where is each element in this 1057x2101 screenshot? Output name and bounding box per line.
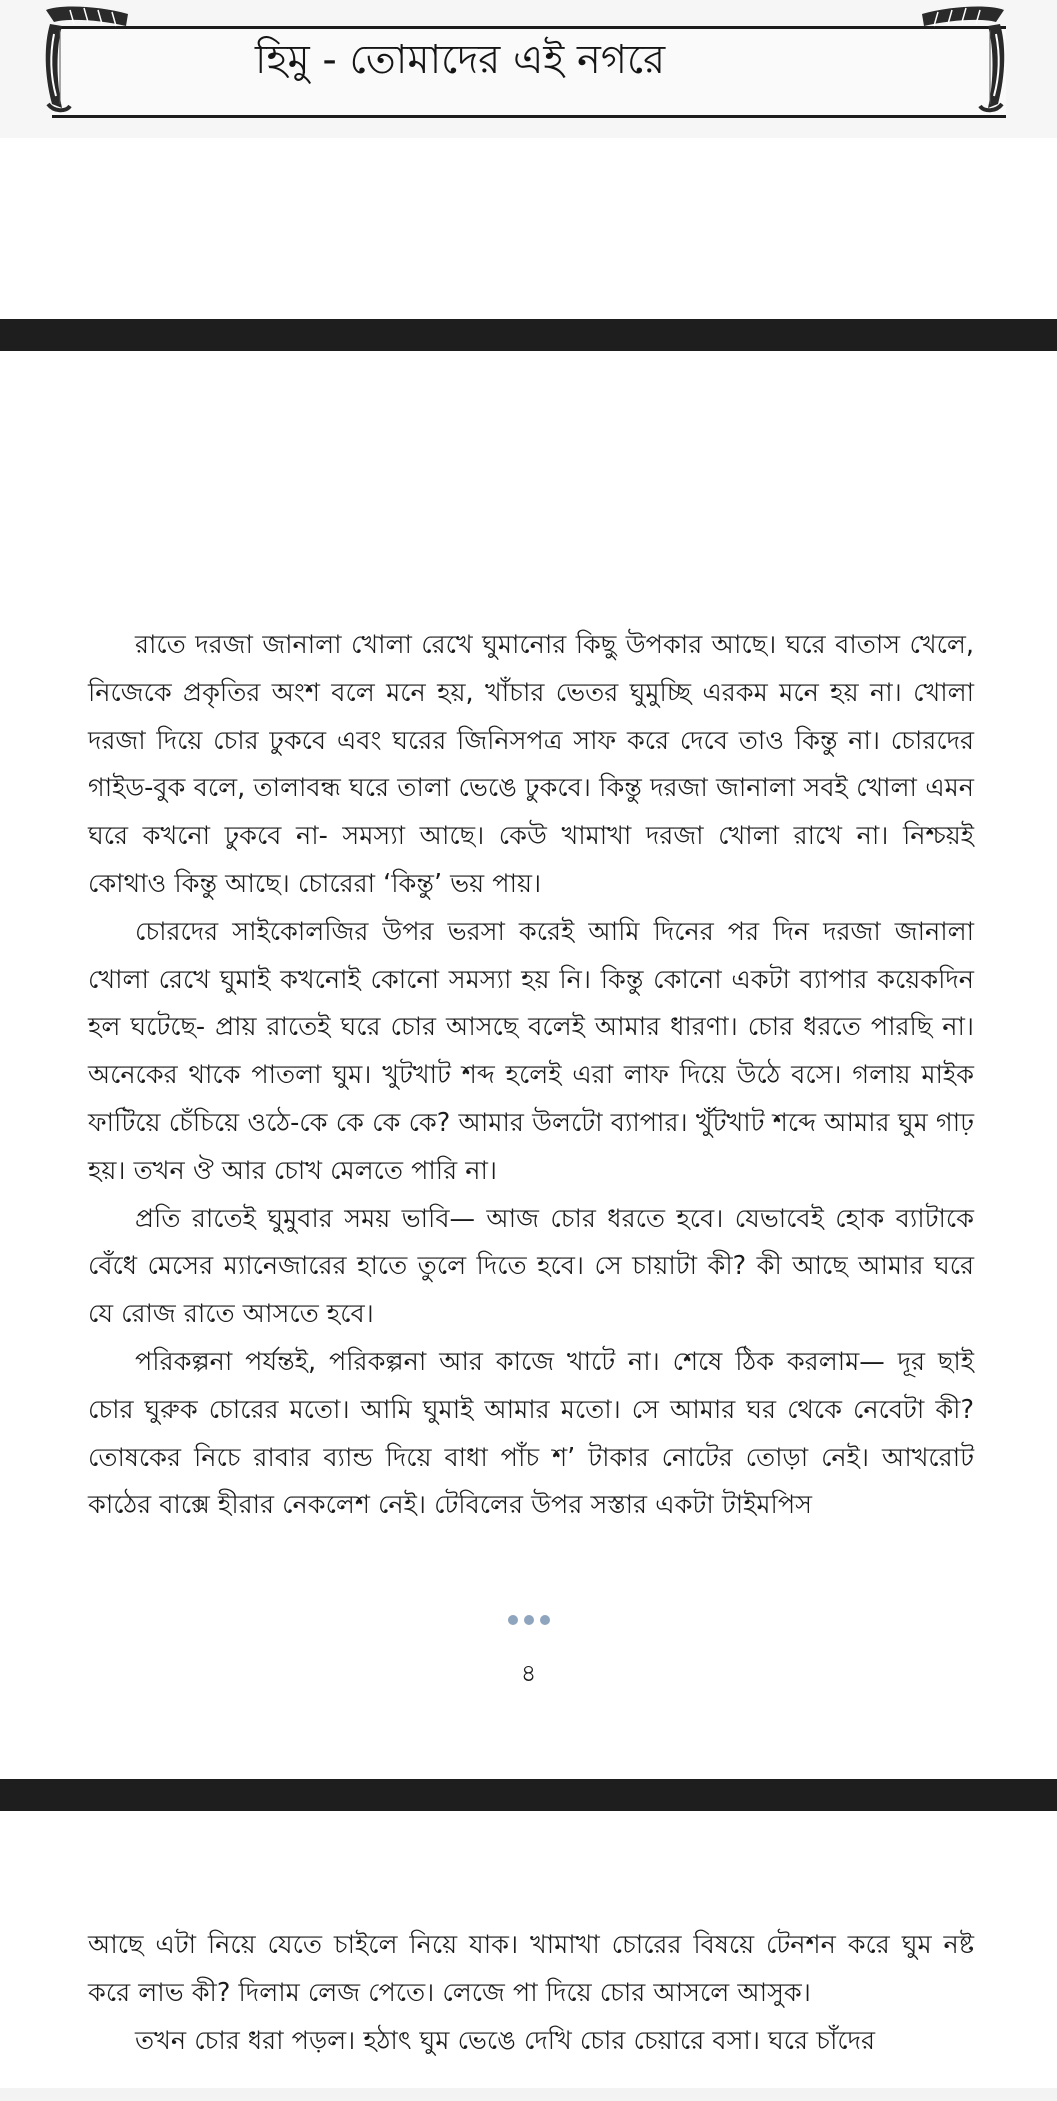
paragraph: চোরদের সাইকোলজির উপর ভরসা করেই আমি দিনের পর দিন দরজা জানালা খোলা রেখে ঘুমাই কখনোই কোনো সমস্যা হয় নি। কিন্তু কোনো একটা ব্যাপার কয়েকদিন হল ঘটেছে- প্রায় রাতেই ঘরে চোর আসছে বলেই আমার ধারণা। চোর ধরতে পারছি না। অনেকের থাকে পাতলা ঘুম। খুটখাট শব্দ হলেই এরা লাফ দিয়ে উঠে বসে। গলায় মাইক ফাটিয়ে চেঁচিয়ে ওঠে-কে কে কে কে? আমার উলটো ব্যাপার। খুঁটখাট শব্দে আমার ঘুম গাঢ় হয়। তখন ঔ আর চোখ মেলতে পারি না। xyxy=(88,916,974,1186)
page-divider xyxy=(0,319,1057,351)
paragraph: প্রতি রাতেই ঘুমুবার সময় ভাবি— আজ চোর ধরতে হবে। যেভাবেই হোক ব্যাটাকে বেঁধে মেসের ম্যানেজারের হাতে তুলে দিতে হবে। সে চায়াটা কী? কী আছে আমার ঘরে যে রোজ রাতে আসতে হবে। xyxy=(88,1203,974,1330)
continuation-dots-icon xyxy=(504,1615,554,1629)
page-number: ৪ xyxy=(520,1659,537,1687)
book-title: হিমু - তোমাদের এই নগরে xyxy=(255,37,666,83)
page-text-next xyxy=(88,1922,974,2065)
scroll-right-roll-icon xyxy=(918,4,1010,114)
paragraph: আছে এটা নিয়ে যেতে চাইলে নিয়ে যাক। খামাখা চোরের বিষয়ে টেনশন করে ঘুম নষ্ট করে লাভ কী? দিলাম লেজ পেতে। লেজে পা দিয়ে চোর আসলে আসুক। xyxy=(88,1930,974,2008)
paragraph: পরিকল্পনা পর্যন্তই, পরিকল্পনা আর কাজে খাটে না। শেষে ঠিক করলাম— দূর ছাই চোর ঘুরুক চোরের মতো। আমি ঘুমাই আমার মতো। সে আমার ঘর থেকে নেবেটা কী? তোষকের নিচে রাবার ব্যান্ড দিয়ে বাধা পাঁচ শ’ টাকার নোটের তোড়া নেই। আখরোট কাঠের বাক্সে হীরার নেকলেশ নেই। টেবিলের উপর সস্তার একটা টাইমপিস xyxy=(88,1346,974,1521)
paragraph: তখন চোর ধরা পড়ল। হঠাৎ ঘুম ভেঙে দেখি চোর চেয়ারে বসা। ঘরে চাঁদের xyxy=(135,2025,876,2056)
page-divider xyxy=(0,1779,1057,1811)
book-header xyxy=(0,0,1057,138)
scroll-left-roll-icon xyxy=(40,4,132,114)
dot xyxy=(524,1615,534,1625)
paragraph: রাতে দরজা জানালা খোলা রেখে ঘুমানোর কিছু উপকার আছে। ঘরে বাতাস খেলে, নিজেকে প্রকৃতির অংশ বলে মনে হয়, খাঁচার ভেতর ঘুমুচ্ছি এরকম মনে হয় না। খোলা দরজা দিয়ে চোর ঢুকবে এবং ঘরের জিনিসপত্র সাফ করে দেবে তাও কিন্তু না। চোরদের গাইড-বুক বলে, তালাবন্ধ ঘরে তালা ভেঙে ঢুকবে। কিন্তু দরজা জানালা সবই খোলা এমন ঘরে কখনো ঢুকবে না- সমস্যা আছে। কেউ খামাখা দরজা খোলা রাখে না। নিশ্চয়ই কোথাও কিন্তু আছে। চোরেরা ‘কিন্তু’ ভয় পায়। xyxy=(88,630,974,899)
page-text xyxy=(88,622,974,1530)
bottom-edge xyxy=(0,2088,1057,2101)
dot xyxy=(540,1615,550,1625)
dot xyxy=(508,1615,518,1625)
